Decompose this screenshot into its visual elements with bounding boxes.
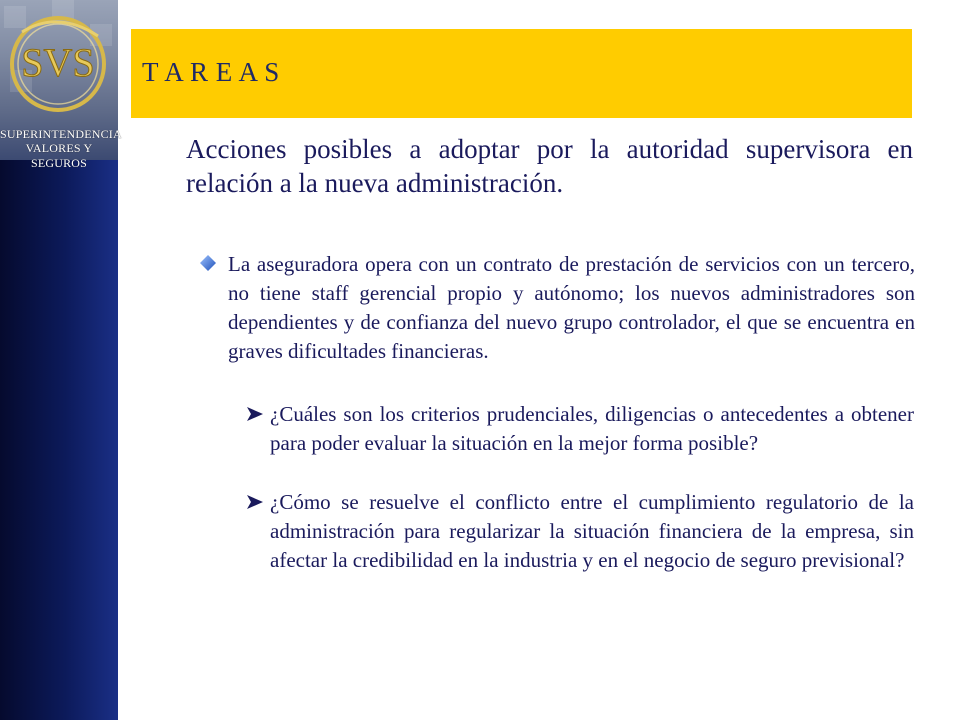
svs-logo [0, 0, 122, 170]
slide-title: T A R E A S [142, 57, 280, 87]
main-bullet [198, 250, 915, 366]
main-bullet-text: La aseguradora opera con un contrato de prestación de servicios con un tercero, no tiene staff gerencial propio y autónomo; los nuevos administradores son dependientes y de confianza del nuevo grupo controlador, el que se encuentra en graves dificultades financieras. [228, 252, 915, 363]
intro-paragraph: Acciones posibles a adoptar por la autoridad supervisora en relación a la nueva administración. [186, 134, 913, 198]
arrow-bullet-icon [246, 405, 264, 423]
svs-emblem-icon [2, 2, 116, 120]
arrow-bullet-icon [246, 493, 264, 511]
sub-bullet [246, 400, 914, 458]
left-sidebar [0, 0, 122, 720]
logo-line-1: SUPERINTENDENCIA [0, 127, 122, 141]
diamond-bullet-icon [200, 255, 216, 271]
logo-initials: SVS [21, 40, 95, 85]
sub-bullet-text: ¿Cómo se resuelve el conflicto entre el cumplimiento regulatorio de la administración para regularizar la situación financiera de la empresa, sin afectar la credibilidad en la industria y en el negocio de seguro previsional? [270, 490, 914, 572]
logo-line-2: VALORES Y SEGUROS [25, 141, 93, 170]
sub-bullet-text: ¿Cuáles son los criterios prudenciales, diligencias o antecedentes a obtener para poder evaluar la situación en la mejor forma posible? [270, 402, 914, 455]
sub-bullet [246, 488, 914, 575]
